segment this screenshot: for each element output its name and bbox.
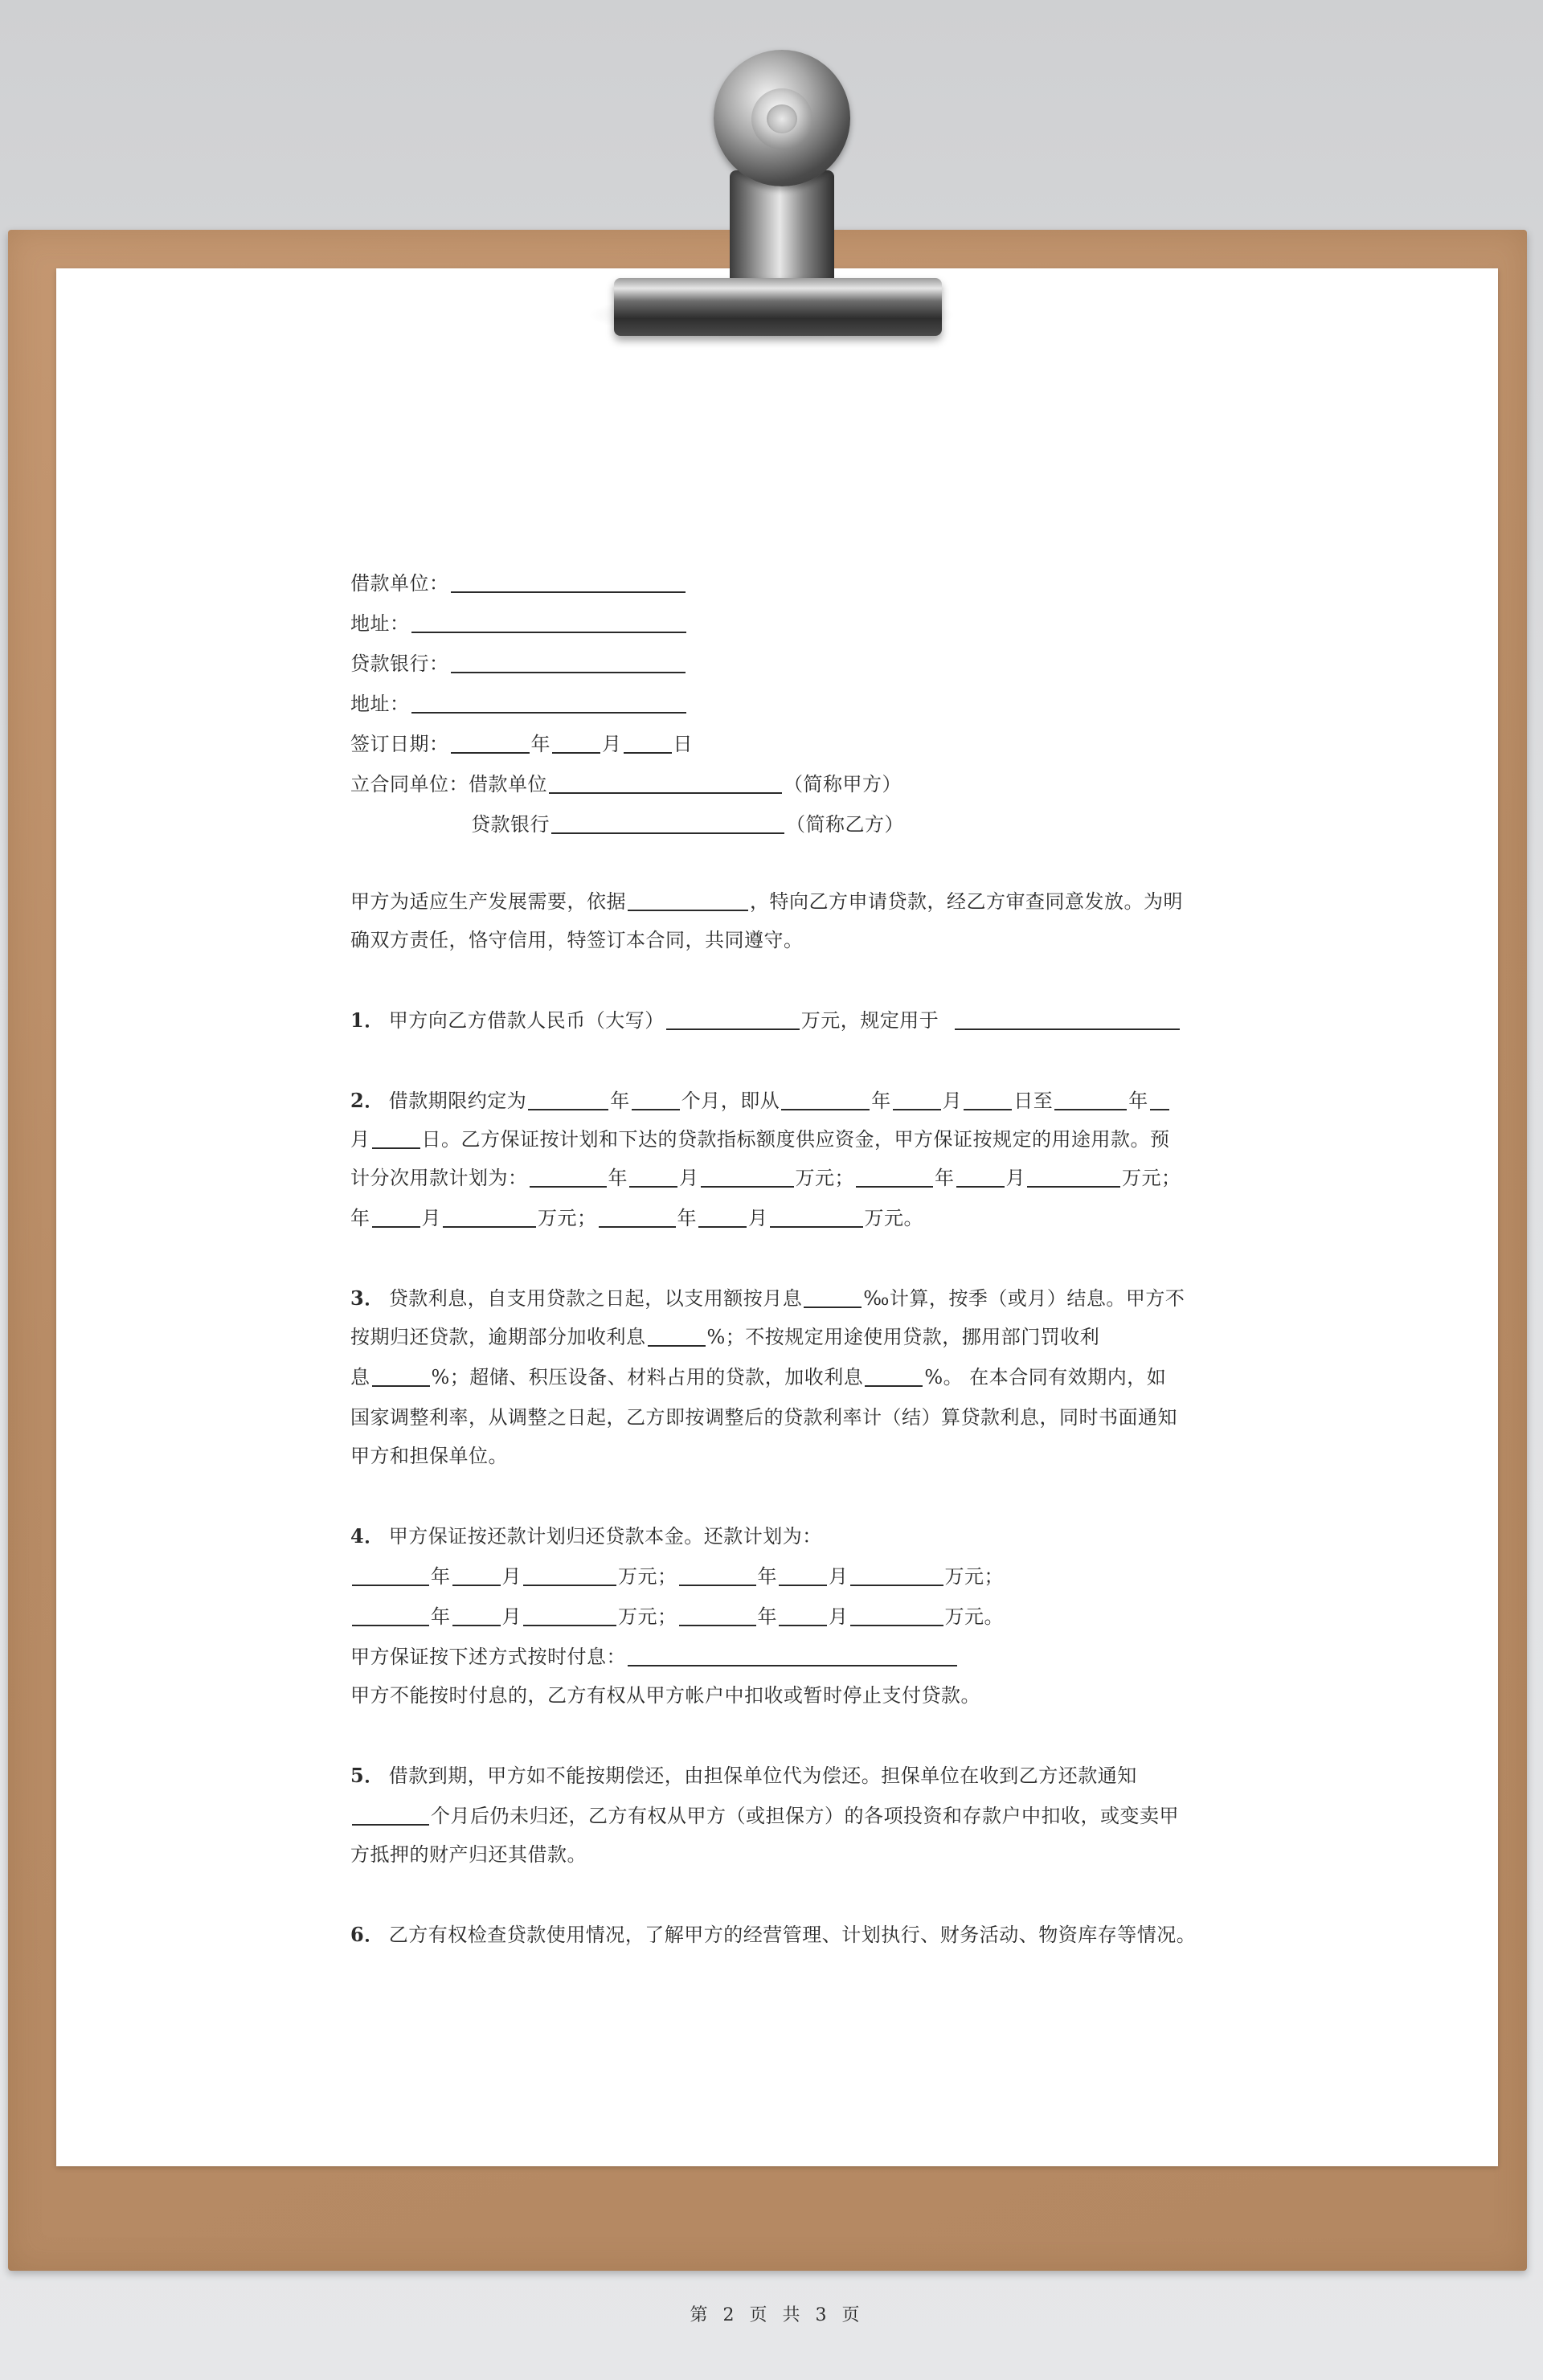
party-bank-blank[interactable] <box>551 812 784 834</box>
repay3-year-blank[interactable] <box>352 1604 429 1626</box>
bank-address-blank[interactable] <box>411 691 686 714</box>
plan3-month-blank[interactable] <box>372 1205 420 1228</box>
clause-4-line-1: 4． 甲方保证按还款计划归还贷款本金。还款计划为： <box>350 1524 822 1548</box>
term-months-blank[interactable] <box>632 1088 680 1110</box>
page-footer: 第 2 页 共 3 页 <box>690 2305 865 2325</box>
clause-1: 1． 甲方向乙方借款人民币（大写） 万元，规定用于 <box>350 1004 1181 1037</box>
interest-method-blank[interactable] <box>628 1644 957 1666</box>
clause-4-line-4: 甲方保证按下述方式按时付息： <box>350 1641 959 1673</box>
clause-2-number: 2． <box>350 1089 384 1112</box>
end-year-blank[interactable] <box>1054 1088 1127 1110</box>
repay2-month-blank[interactable] <box>779 1564 827 1586</box>
plan2-amount-blank[interactable] <box>1027 1165 1120 1188</box>
start-month-blank[interactable] <box>893 1088 941 1110</box>
misuse-rate-blank[interactable] <box>372 1364 430 1387</box>
repay4-month-blank[interactable] <box>779 1604 827 1626</box>
clause-1-number: 1． <box>350 1008 384 1032</box>
clip-body <box>614 278 942 336</box>
plan2-year-blank[interactable] <box>856 1165 933 1188</box>
loan-amount-blank[interactable] <box>666 1008 800 1030</box>
repay3-amount-blank[interactable] <box>523 1604 616 1626</box>
end-day-blank[interactable] <box>372 1127 420 1149</box>
clause-5-line-3: 方抵押的财产归还其借款。 <box>350 1843 587 1866</box>
end-month-blank[interactable] <box>1150 1088 1169 1110</box>
parties-borrower-field: 立合同单位：借款单位 （简称甲方） <box>350 773 902 795</box>
clause-3-line-3: 息 %；超储、积压设备、材料占用的贷款，加收利息 %。 在本合同有效期内，如 <box>350 1366 1167 1388</box>
clause-4-line-2: 年 月 万元； 年 月 万元； <box>350 1560 1004 1593</box>
binder-clip <box>587 50 956 355</box>
clause-3-line-2: 按期归还贷款，逾期部分加收利息 %；不按规定用途使用贷款，挪用部门罚收利 <box>350 1326 1100 1348</box>
borrower-blank[interactable] <box>451 570 686 593</box>
sign-year-blank[interactable] <box>451 731 530 754</box>
clause-5-number: 5． <box>350 1764 384 1787</box>
clause-3-number: 3． <box>350 1286 384 1310</box>
repay2-amount-blank[interactable] <box>850 1564 943 1586</box>
sign-month-blank[interactable] <box>552 731 600 754</box>
clause-5-line-2: 个月后仍未归还，乙方有权从甲方（或担保方）的各项投资和存款户中扣收，或变卖甲 <box>350 1800 1179 1832</box>
grace-months-blank[interactable] <box>352 1803 429 1826</box>
plan1-year-blank[interactable] <box>530 1165 607 1188</box>
start-day-blank[interactable] <box>964 1088 1012 1110</box>
overstock-rate-blank[interactable] <box>865 1364 923 1387</box>
clause-4-number: 4． <box>350 1524 384 1548</box>
borrower-address-blank[interactable] <box>411 611 686 633</box>
basis-blank[interactable] <box>628 889 748 911</box>
overdue-rate-blank[interactable] <box>648 1324 706 1347</box>
sign-date-field: 签订日期： 年 月 日 <box>350 733 693 755</box>
repay2-year-blank[interactable] <box>679 1564 756 1586</box>
bank-address-field: 地址： <box>350 688 688 720</box>
clause-6: 6． 乙方有权检查贷款使用情况，了解甲方的经营管理、计划执行、财务活动、物资库存等情况。 <box>350 1923 1197 1946</box>
plan1-month-blank[interactable] <box>629 1165 677 1188</box>
start-year-blank[interactable] <box>781 1088 870 1110</box>
clause-2-line-3: 计分次用款计划为： 年 月 万元； 年 月 万元； <box>350 1167 1181 1189</box>
monthly-rate-blank[interactable] <box>804 1286 862 1308</box>
sign-day-blank[interactable] <box>624 731 672 754</box>
clause-3-line-1: 3． 贷款利息，自支用贷款之日起，以支用额按月息 ‰计算，按季（或月）结息。甲方不 <box>350 1286 1185 1310</box>
parties-bank-field: 贷款银行 （简称乙方） <box>471 813 904 836</box>
plan3-amount-blank[interactable] <box>443 1205 536 1228</box>
clause-2-line-1: 2． 借款期限约定为 年 个月，即从 年 月 日至 年 <box>350 1085 1171 1117</box>
borrower-address-field: 地址： <box>350 607 688 640</box>
repay4-amount-blank[interactable] <box>850 1604 943 1626</box>
plan2-month-blank[interactable] <box>956 1165 1005 1188</box>
clause-6-number: 6． <box>350 1923 384 1946</box>
plan4-year-blank[interactable] <box>599 1205 676 1228</box>
intro-line-2: 确双方责任，恪守信用，特签订本合同，共同遵守。 <box>350 929 804 951</box>
party-borrower-blank[interactable] <box>549 771 782 794</box>
bank-field: 贷款银行： <box>350 648 687 680</box>
clause-2-line-2: 月 日。乙方保证按计划和下达的贷款指标额度供应资金，甲方保证按规定的用途用款。预 <box>350 1128 1170 1151</box>
clause-2-line-4: 年 月 万元； 年 月 万元。 <box>350 1207 923 1229</box>
repay3-month-blank[interactable] <box>452 1604 501 1626</box>
clause-3-line-5: 甲方和担保单位。 <box>350 1445 508 1467</box>
clip-ring-hole <box>767 104 797 133</box>
clause-5-line-1: 5． 借款到期，甲方如不能按期偿还，由担保单位代为偿还。担保单位在收到乙方还款通知 <box>350 1764 1137 1787</box>
loan-purpose-blank[interactable] <box>955 1008 1180 1030</box>
term-years-blank[interactable] <box>528 1088 608 1110</box>
clause-3-line-4: 国家调整利率，从调整之日起，乙方即按调整后的贷款利率计（结）算贷款利息，同时书面通知 <box>350 1406 1177 1429</box>
borrower-field: 借款单位： <box>350 567 687 599</box>
plan4-amount-blank[interactable] <box>770 1205 863 1228</box>
repay4-year-blank[interactable] <box>679 1604 756 1626</box>
plan1-amount-blank[interactable] <box>701 1165 794 1188</box>
repay1-amount-blank[interactable] <box>523 1564 616 1586</box>
clause-4-line-5: 甲方不能按时付息的，乙方有权从甲方帐户中扣收或暂时停止支付贷款。 <box>350 1684 980 1707</box>
bank-blank[interactable] <box>451 651 686 673</box>
plan4-month-blank[interactable] <box>698 1205 747 1228</box>
intro-line-1: 甲方为适应生产发展需要，依据 ，特向乙方申请贷款，经乙方审查同意发放。为明 <box>350 890 1183 913</box>
repay1-year-blank[interactable] <box>352 1564 429 1586</box>
clause-4-line-3: 年 月 万元； 年 月 万元。 <box>350 1601 1004 1633</box>
repay1-month-blank[interactable] <box>452 1564 501 1586</box>
